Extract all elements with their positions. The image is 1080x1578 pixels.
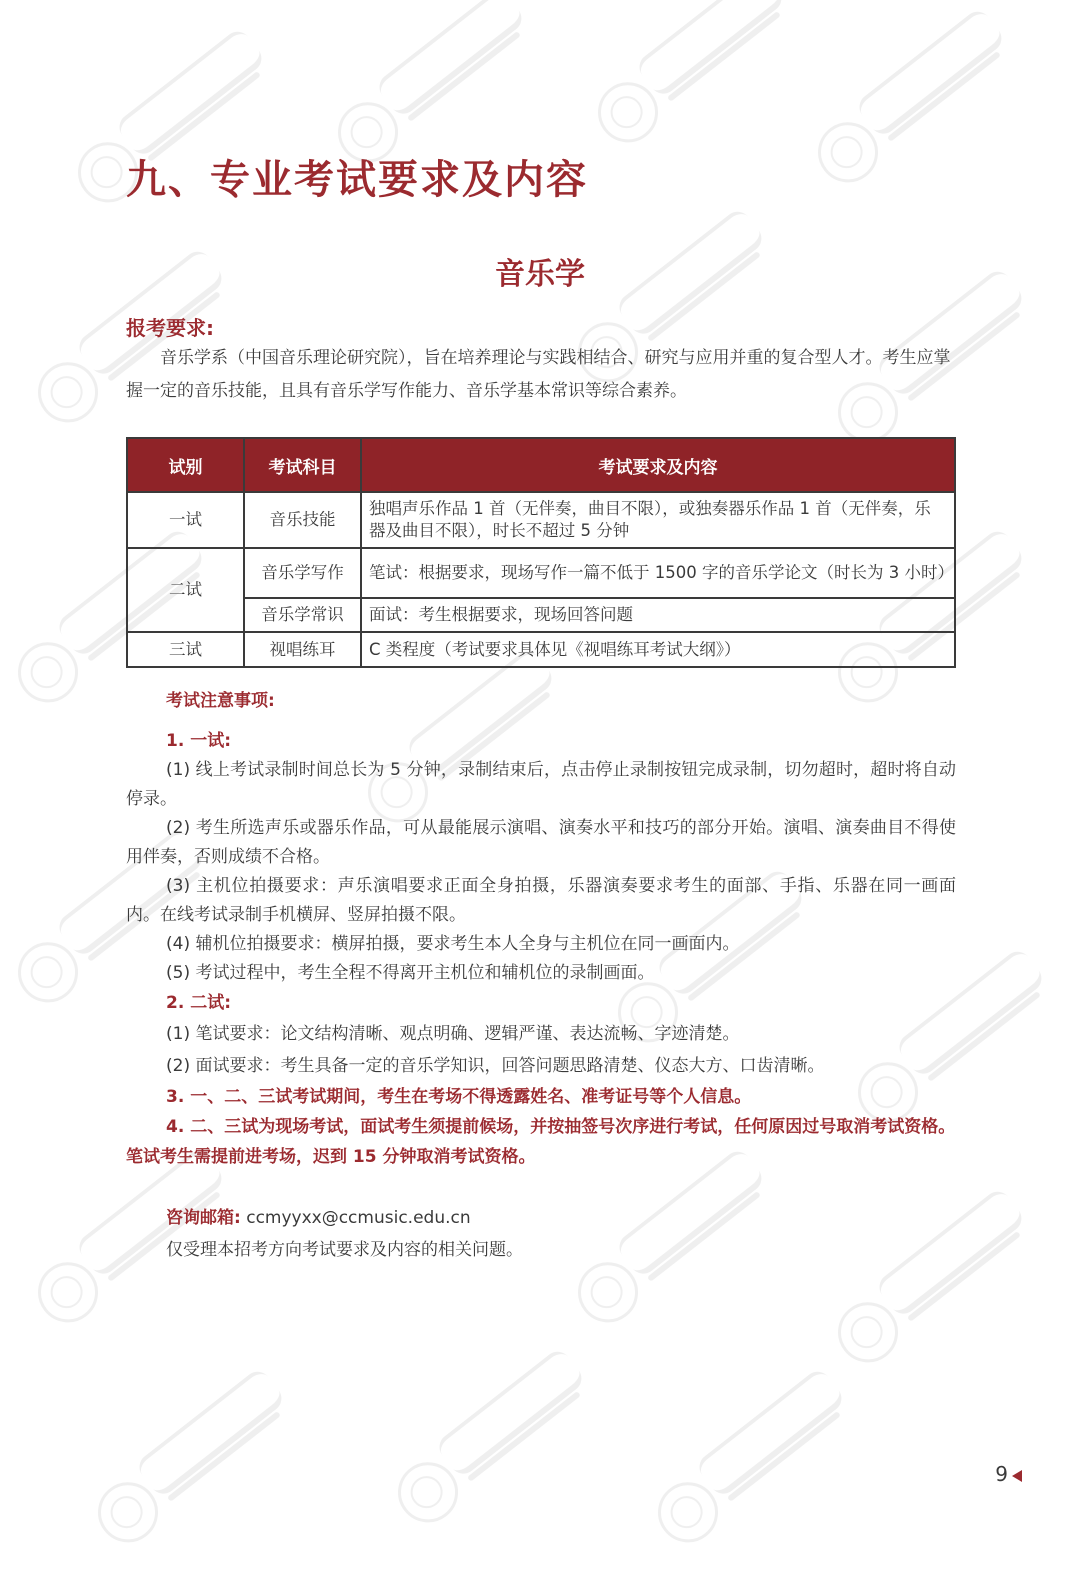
content-cell: 笔试：根据要求，现场写作一篇不低于 1500 字的音乐学论文（时长为 3 小时） [361, 548, 955, 598]
subject-cell: 音乐技能 [244, 492, 361, 548]
content-cell: 面试：考生根据要求，现场回答问题 [361, 598, 955, 632]
note-item: (2) 面试要求：考生具备一定的音乐学知识，回答问题思路清楚、仪态大方、口齿清晰。 [166, 1056, 825, 1076]
note-item: (3) 主机位拍摄要求：声乐演唱要求正面全身拍摄，乐器演奏要求考生的面部、手指、乐器在同一画面内。在线考试录制手机横屏、竖屏拍摄不限。 [126, 876, 956, 925]
exam-table [126, 437, 956, 668]
header-round: 试别 [127, 438, 244, 492]
round-cell: 三试 [127, 632, 244, 667]
notes-title: 考试注意事项: [166, 691, 275, 711]
page-number [995, 1462, 1022, 1486]
table-row [127, 492, 955, 548]
requirements-text: 音乐学系（中国音乐理论研究院），旨在培养理论与实践相结合、研究与应用并重的复合型人才。考生应掌握一定的音乐技能，且具有音乐学写作能力、音乐学基本常识等综合素养。 [126, 348, 951, 401]
section-title: 音乐学 [495, 257, 585, 292]
header-content: 考试要求及内容 [361, 438, 955, 492]
subject-cell: 视唱练耳 [244, 632, 361, 667]
exam-notes [126, 686, 956, 1172]
header-subject: 考试科目 [244, 438, 361, 492]
note-item: (5) 考试过程中，考生全程不得离开主机位和辅机位的录制画面。 [166, 963, 655, 983]
table-row [127, 632, 955, 667]
page-number-text: 9 [995, 1462, 1008, 1486]
contact-email[interactable]: ccmyyxx@ccmusic.edu.cn [246, 1208, 471, 1228]
content-cell: 独唱声乐作品 1 首（无伴奏，曲目不限），或独奏器乐作品 1 首（无伴奏，乐器及曲目不限），时长不超过 5 分钟 [361, 492, 955, 548]
round-cell: 一试 [127, 492, 244, 548]
requirements-heading: 报考要求: [126, 316, 214, 340]
subject-cell: 音乐学写作 [244, 548, 361, 598]
note-item-4: 4. 二、三试为现场考试，面试考生须提前候场，并按抽签号次序进行考试，任何原因过号取消考试资格。笔试考生需提前进考场，迟到 15 分钟取消考试资格。 [126, 1117, 956, 1167]
page-arrow-icon [1012, 1470, 1022, 1482]
table-header-row [127, 438, 955, 492]
contact-label: 咨询邮箱: [166, 1208, 241, 1228]
note-item: (4) 辅机位拍摄要求：横屏拍摄，要求考生本人全身与主机位在同一画面内。 [166, 934, 740, 954]
note-item: (1) 笔试要求：论文结构清晰、观点明确、逻辑严谨、表达流畅、字迹清楚。 [166, 1024, 740, 1044]
contact-note: 仅受理本招考方向考试要求及内容的相关问题。 [166, 1240, 523, 1260]
note-item-3: 3. 一、二、三试考试期间，考生在考场不得透露姓名、准考证号等个人信息。 [166, 1087, 752, 1107]
chapter-title: 九、专业考试要求及内容 [126, 157, 588, 203]
second-round-heading: 2. 二试: [166, 993, 232, 1013]
table-row [127, 598, 955, 632]
note-item: (2) 考生所选声乐或器乐作品，可从最能展示演唱、演奏水平和技巧的部分开始。演唱、演奏曲目不得使用伴奏，否则成绩不合格。 [126, 818, 956, 867]
content-cell: C 类程度（考试要求具体见《视唱练耳考试大纲》） [361, 632, 955, 667]
first-round-heading: 1. 一试: [166, 731, 232, 751]
note-item: (1) 线上考试录制时间总长为 5 分钟，录制结束后，点击停止录制按钮完成录制，切勿超时，超时将自动停录。 [126, 760, 956, 809]
table-row [127, 548, 955, 598]
subject-cell: 音乐学常识 [244, 598, 361, 632]
round-cell: 二试 [127, 548, 244, 632]
contact-block [166, 1202, 523, 1266]
